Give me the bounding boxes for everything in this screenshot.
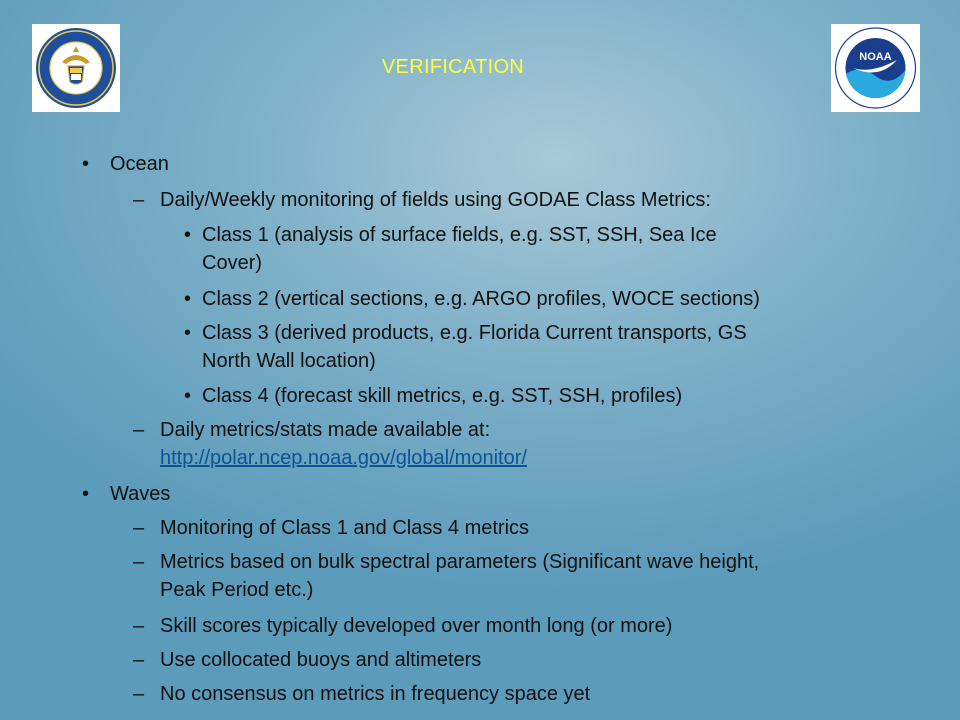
dash-marker: – [133, 517, 145, 539]
bullet-marker: • [184, 385, 192, 407]
list-item-class1-cont: Cover) [202, 252, 263, 274]
bullet-marker: • [82, 153, 90, 175]
noaa-logo-text: NOAA [859, 51, 892, 63]
list-item-godae-monitoring: Daily/Weekly monitoring of fields using GODAE Class Metrics: [160, 189, 711, 211]
dash-marker: – [133, 189, 145, 211]
bullet-marker: • [82, 483, 90, 505]
dash-marker: – [133, 551, 145, 573]
list-item-class-metrics: Monitoring of Class 1 and Class 4 metrics [160, 517, 530, 539]
list-item-bulk-spectral-cont: Peak Period etc.) [160, 579, 314, 601]
list-item-class2: Class 2 (vertical sections, e.g. ARGO profiles, WOCE sections) [202, 288, 760, 310]
dash-marker: – [133, 683, 145, 705]
list-item-class3: Class 3 (derived products, e.g. Florida Current transports, GS [202, 322, 747, 344]
bullet-marker: • [184, 322, 192, 344]
monitor-link[interactable]: http://polar.ncep.noaa.gov/global/monitor/ [160, 447, 527, 469]
dash-marker: – [133, 649, 145, 671]
list-item-class1: Class 1 (analysis of surface fields, e.g. SST, SSH, Sea Ice [202, 224, 717, 246]
dash-marker: – [133, 615, 145, 637]
slide-title: VERIFICATION [381, 56, 525, 78]
list-item-buoys-altimeters: Use collocated buoys and altimeters [160, 649, 482, 671]
bullet-marker: • [184, 288, 192, 310]
list-item-bulk-spectral: Metrics based on bulk spectral parameters (Significant wave height, [160, 551, 760, 573]
list-item-class3-cont: North Wall location) [202, 350, 376, 372]
section-heading-waves: Waves [110, 483, 171, 505]
list-item-frequency-space: No consensus on metrics in frequency space yet [160, 683, 591, 705]
dash-marker: – [133, 419, 145, 441]
list-item-daily-metrics: Daily metrics/stats made available at: [160, 419, 491, 441]
bullet-marker: • [184, 224, 192, 246]
list-item-skill-scores: Skill scores typically developed over month long (or more) [160, 615, 673, 637]
section-heading-ocean: Ocean [110, 153, 169, 175]
list-item-class4: Class 4 (forecast skill metrics, e.g. SST, SSH, profiles) [202, 385, 683, 407]
